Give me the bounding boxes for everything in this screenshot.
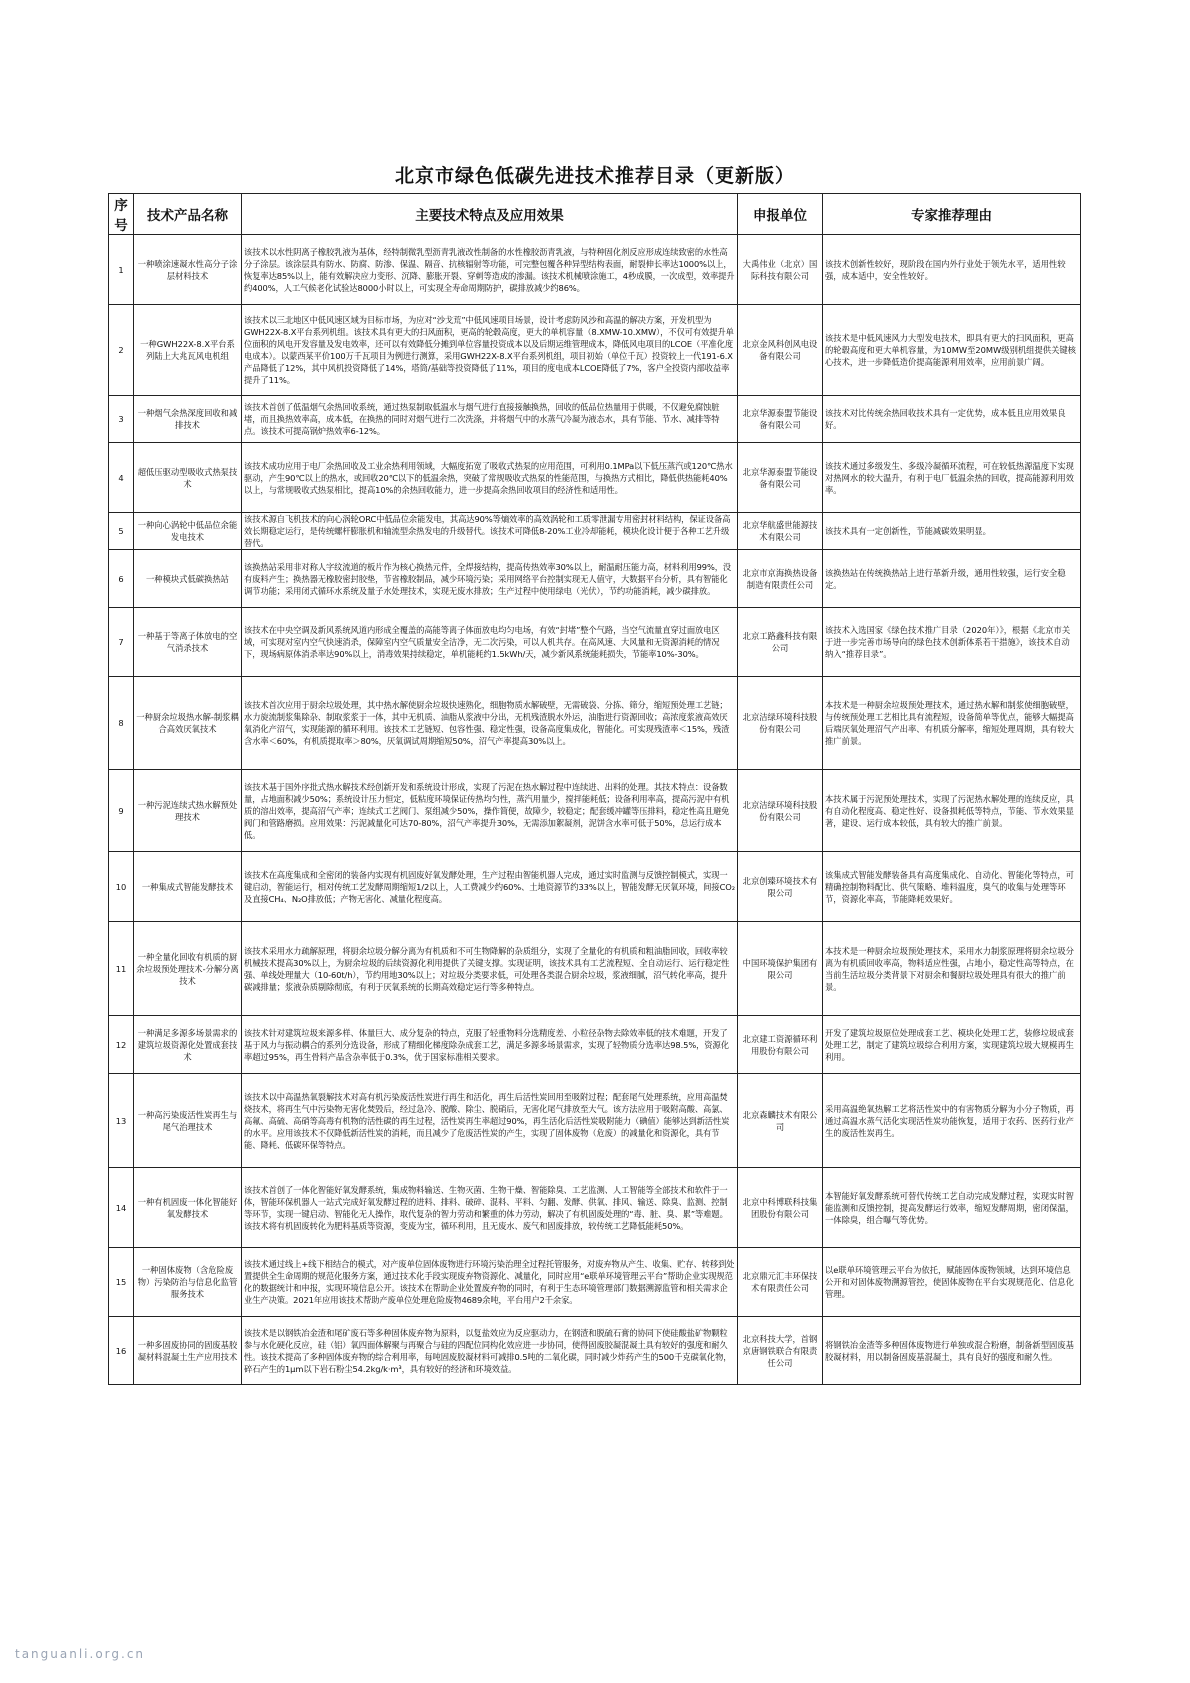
tech-features: 该技术采用水力疏解原理，将厨余垃圾分解分离为有机质和不可生物降解的杂质组分，实现了全量化的有机质和粗油脂回收，回收率较机械技术提高30%以上，为厨余垃圾的后续资源化利用提供了关键支撑。实现证明，该技术具有工艺流程短、全自动运行、运行稳定性强、单线处理量大（10-60t/h），节约用地30%以上；对垃圾分类要求低，可处理各类混合厨余垃圾，浆液细腻，沼气转化率高，提升碳减排量；浆液杂质剔除彻底，有利于厌氧系统的长期高效稳定运行等多种特点。	[242, 922, 738, 1016]
applicant-unit: 北京鼎元汇丰环保技术有限责任公司	[738, 1248, 823, 1317]
tech-name: 一种GWH22X-8.X平台系列陆上大兆瓦风电机组	[134, 305, 242, 396]
tech-features: 该技术基于国外序批式热水解技术经创新开发和系统设计形成，实现了污泥在热水解过程中连续进、出料的处理。其技术特点：设备数量，占地面积减少50%；系统设计压力恒定，低粘度环境保证传热均匀性，蒸汽用量少，搅拌能耗低；设备利用率高，提高污泥中有机质的溶出效率，提高沼气产率；连续式工艺阀门、泵组减少50%，操作简便，故障少，较稳定；配套缓冲罐等压排料，稳定性高且避免阀门和管路磨损。应用效果：污泥减量化可达70-80%，沼气产率提升30%，无需添加絮凝剂，泥饼含水率可低于50%，总运行成本低。	[242, 770, 738, 852]
expert-reason: 本技术是一种厨余垃圾预处理技术，通过热水解和制浆使细胞破壁，与传统预处理工艺相比具有流程短，设备简单等优点，能够大幅提高后端厌氧处理沼气产出率、有机质分解率，缩短处理周期，具有较大推广前景。	[823, 677, 1081, 770]
row-number: 15	[109, 1248, 134, 1317]
applicant-unit: 北京市京海换热设备制造有限责任公司	[738, 550, 823, 608]
tech-features: 该技术是以钢铁冶金渣和尾矿废石等多种固体废弃物为原料，以复盐效应为反应驱动力，在钢渣和脱硫石膏的协同下使硅酸盐矿物颗粒参与水化硬化反应，硅（铝）氧四面体解聚与再聚合与硅的四配位同构化效应进一步协同，使得固废胶凝混凝土具有较好的强度和耐久性。该技术提高了多种固体废弃物的综合利用率，每吨固废胶凝材料可减排0.5吨的二氧化碳，同时减少炸药产生的500千克碳氧化物，碎石产生的1μm以下岩石粉尘54.2kg/k·m³，具有较好的经济和环境效益。	[242, 1317, 738, 1385]
tech-name: 一种烟气余热深度回收和减排技术	[134, 396, 242, 443]
table-row	[109, 305, 1081, 396]
tech-features: 该技术首次应用于厨余垃圾处理，其中热水解使厨余垃圾快速熟化，细胞物质水解破壁，无需破袋、分拣、筛分，缩短预处理工艺链；水力旋流制浆集除杂、制取浆浆于一体，其中无机质、油脂从浆液中分出，无机残渣脱水外运，油脂进行资源回收；高浓度浆液高效厌氧消化产沼气，实现能源的循环利用。该技术工艺链短、包容性强、稳定性强，设备高度集成化，智能化。可实现残渣率＜15%，残渣含水率＜60%，有机质提取率＞80%，厌氧调试周期缩短50%，沼气产率提高30%以上。	[242, 677, 738, 770]
applicant-unit: 北京科技大学，首钢京唐钢铁联合有限责任公司	[738, 1317, 823, 1385]
table-row	[109, 443, 1081, 513]
header-features: 主要技术特点及应用效果	[242, 194, 738, 235]
applicant-unit: 北京洁绿环境科技股份有限公司	[738, 677, 823, 770]
tech-features: 该技术在中央空调及新风系统风道内形成全覆盖的高能等离子体面放电均匀电场，有效“封堵”整个气路，当空气流量直穿过面放电区域，可实现对室内空气快速消杀，保障室内空气质量安全洁净，无二次污染，可以人机共存。在高风速、大风量和无资源消耗的情况下，现场病原体消杀率达90%以上，消毒效果持续稳定，单机能耗约1.5kWh/天，减少新风系统能耗损失，节能率10%-30%。	[242, 608, 738, 677]
expert-reason: 将钢铁冶金渣等多种固体废物进行单独或混合粉磨，制备新型固废基胶凝材料，用以制备固废基混凝土，具有良好的强度和耐久性。	[823, 1317, 1081, 1385]
tech-name: 一种多固废协同的固废基胶凝材料混凝土生产应用技术	[134, 1317, 242, 1385]
expert-reason: 开发了建筑垃圾原位处理成套工艺、模块化处理工艺，装修垃圾成套处理工艺，制定了建筑垃圾综合利用方案，实现建筑垃圾大规模再生利用。	[823, 1016, 1081, 1074]
table-header-row	[109, 194, 1081, 235]
applicant-unit: 北京建工资源循环利用股份有限公司	[738, 1016, 823, 1074]
applicant-unit: 北京中科博联科技集团股份有限公司	[738, 1168, 823, 1248]
expert-reason: 该技术通过多级发生、多级冷凝循环流程，可在较低热源温度下实现对热网水的较大温升，有利于电厂低温余热的回收，提高能源利用效率。	[823, 443, 1081, 513]
row-number: 16	[109, 1317, 134, 1385]
row-number: 13	[109, 1074, 134, 1168]
applicant-unit: 大禹伟业（北京）国际科技有限公司	[738, 235, 823, 305]
applicant-unit: 北京华源泰盟节能设备有限公司	[738, 396, 823, 443]
tech-name: 一种厨余垃圾热水解-制浆耦合高效厌氧技术	[134, 677, 242, 770]
tech-features: 该技术首创了一体化智能好氧发酵系统，集成物料输送、生物灭菌、生物干燥、智能除臭、工艺监测、人工智能等全部技术和软件于一体，智能环保机器人一站式完成好氧发酵过程的进料、排料、破碎、混料、平料、匀翻、发酵、供氧、排风、输送、除臭、监测、控制等环节，实现一键启动、智能化无人操作，取代复杂的智力劳动和繁重的体力劳动，解决了有机固废处理的“毒、脏、臭、累”等难题。该技术将有机固废转化为肥料基质等资源，变废为宝，循环利用，且无废水、废气和固废排放，较传统工艺降低能耗50%。	[242, 1168, 738, 1248]
table-row	[109, 852, 1081, 922]
header-name: 技术产品名称	[134, 194, 242, 235]
expert-reason: 本技术是一种厨余垃圾预处理技术，采用水力制浆原理将厨余垃圾分离为有机质回收率高，物料适应性强，占地小，稳定性高等特点，在当前生活垃圾分类背景下对厨余和餐厨垃圾处理具有很大的推广前景。	[823, 922, 1081, 1016]
tech-features: 该技术以水性阴离子橡胶乳液为基体，经特制微乳型沥青乳液改性制备的水性橡胶沥青乳液，与特种固化剂反应形成连续致密的水性高分子涂层。该涂层具有防水、防腐、防渗、保温、隔音、抗核辐射等功能，可完整包覆各种异型结构表面，耐裂伸长率达1000%以上，恢复率达85%以上，能有效解决应力变形、沉降、膨胀开裂、穿刺等造成的渗漏。该技术机械喷涂施工，4秒成膜，一次成型，效率提升约400%，人工气候老化试验达8000小时以上，可实现全寿命周期防护，碳排放减少约86%。	[242, 235, 738, 305]
tech-name: 一种向心涡轮中低品位余能发电技术	[134, 513, 242, 550]
table-row	[109, 513, 1081, 550]
tech-name: 一种高污染废活性炭再生与尾气治理技术	[134, 1074, 242, 1168]
header-no: 序号	[109, 194, 134, 235]
tech-features: 该技术以中高温热氧裂解技术对高有机污染废活性炭进行再生和活化，再生后活性炭回用至吸附过程；配套尾气处理系统，应用高温焚烧技术，将再生气中污染物无害化焚毁后，经过急冷、脱酸、除尘、脱硝后，无害化尾气排放至大气。该方法应用于吸附高酸、高氯、高氟、高硫、高硝等高毒有机物的活性碳的再生过程，活性炭再生率超过90%，再生活化后活性炭吸附能力（碘值）能够达到新活性炭的水平。应用该技术不仅降低新活性炭的消耗，而且减少了危废活性炭的产生，实现了固体废物（危废）的减量化和资源化，具有节能、降耗、低碳环保等特点。	[242, 1074, 738, 1168]
expert-reason: 该技术具有一定创新性，节能减碳效果明显。	[823, 513, 1081, 550]
tech-name: 一种全量化回收有机质的厨余垃圾预处理技术-分解分离技术	[134, 922, 242, 1016]
expert-reason: 以e联单环境管理云平台为依托，赋能固体废物领域，达到环境信息公开和对固体废物溯源管控，使固体废物在平台实现规范化、信息化管理。	[823, 1248, 1081, 1317]
table-row	[109, 922, 1081, 1016]
table-row	[109, 1317, 1081, 1385]
tech-features: 该技术针对建筑垃圾来源多样、体量巨大、成分复杂的特点，克服了轻重物料分选精度差、小粒径杂物去除效率低的技术难题，开发了基于风力与振动耦合的系列分选设备，形成了精细化梯度除杂成套工艺，满足多源多场景需求，实现了轻物质分选率达98.5%，资源化率超过95%，再生骨料产品含杂率低于0.3%，优于国家标准相关要求。	[242, 1016, 738, 1074]
tech-features: 该技术源自飞机技术的向心涡轮ORC中低品位余能发电，其高达90%等熵效率的高效涡轮和工质零泄漏专用密封材料结构，保证设备高效长期稳定运行，是传统螺杆膨胀机和轴流型余热发电的升级替代。该技术可降低8-20%工业冷却能耗，模块化设计便于各种工艺升级替代。	[242, 513, 738, 550]
applicant-unit: 北京洁绿环境科技股份有限公司	[738, 770, 823, 852]
applicant-unit: 北京森麟技术有限公司	[738, 1074, 823, 1168]
row-number: 9	[109, 770, 134, 852]
tech-name: 一种模块式低碳换热站	[134, 550, 242, 608]
row-number: 14	[109, 1168, 134, 1248]
applicant-unit: 北京工路鑫科技有限公司	[738, 608, 823, 677]
applicant-unit: 北京华航盛世能源技术有限公司	[738, 513, 823, 550]
table-body	[109, 235, 1081, 1385]
tech-features: 该技术成功应用于电厂余热回收及工业余热利用领域，大幅度拓宽了吸收式热泵的应用范围，可利用0.1MPa以下低压蒸汽或120℃热水驱动，产生90℃以上的热水，或回收20℃以下的低温余热，突破了常规吸收式热泵的性能范围，与换热方式相比，降低供热能耗40%以上，与常规吸收式热泵相比，提高10%的余热回收能力，进一步提高余热回收项目的经济性和适用性。	[242, 443, 738, 513]
row-number: 5	[109, 513, 134, 550]
expert-reason: 该技术对比传统余热回收技术具有一定优势，成本低且应用效果良好。	[823, 396, 1081, 443]
applicant-unit: 北京金风科创风电设备有限公司	[738, 305, 823, 396]
table-row	[109, 1074, 1081, 1168]
expert-reason: 本技术属于污泥预处理技术，实现了污泥热水解处理的连续反应，具有自动化程度高、稳定性好、设备损耗低等特点，节能、节水效果显著，建设、运行成本较低，具有较大的推广前景。	[823, 770, 1081, 852]
applicant-unit: 北京华源泰盟节能设备有限公司	[738, 443, 823, 513]
table-row	[109, 1248, 1081, 1317]
tech-name: 一种集成式智能发酵技术	[134, 852, 242, 922]
applicant-unit: 北京创臻环境技术有限公司	[738, 852, 823, 922]
tech-name: 一种固体废物（含危险废物）污染防治与信息化监管服务技术	[134, 1248, 242, 1317]
header-unit: 申报单位	[738, 194, 823, 235]
tech-features: 该技术通过线上+线下相结合的模式，对产废单位固体废物进行环境污染治理全过程托管服务，对废弃物从产生、收集、贮存、转移到处置提供全生命周期的规范化服务方案，通过技术化手段实现废弃物资源化、减量化，同时应用“e联单环境管理云平台”帮助企业实现规范化的数据统计和申报，实现环境信息公开。该技术在帮助企业处置废弃物的同时，有利于生态环境管理部门数据溯源监管和相关需求企业生产决策。2021年应用该技术帮助产废单位处理危险废物4689余吨，平台用户2千余家。	[242, 1248, 738, 1317]
tech-features: 该技术以三北地区中低风速区域为目标市场，为应对“沙戈荒”中低风速项目场景，设计考虑防风沙和高温的解决方案，开发机型为GWH22X-8.X平台系列机组。该技术具有更大的扫风面积，更高的轮毂高度，更大的单机容量（8.XMW-10.XMW），不仅可有效提升单位面积的风电开发容量及发电效率，还可以有效降低分摊到单位容量投资成本以及后期运维管理成本，降低风电项目的LCOE（平准化度电成本）。以蒙西某平价100万千瓦项目为例进行测算，采用GWH22X-8.X平台系列机组，项目初始（单位千瓦）投资较上一代191-6.X产品降低了12%，其中风机投资降低了14%，塔筒/基础等投资降低了11%，项目的度电成本LCOE降低了7%，客户全投资内部收益率提升了11%。	[242, 305, 738, 396]
tech-name: 一种污泥连续式热水解预处理技术	[134, 770, 242, 852]
row-number: 7	[109, 608, 134, 677]
tech-features: 该技术在高度集成和全密闭的装备内实现有机固废好氧发酵处理，生产过程由智能机器人完成，通过实时监测与反馈控制模式，实现一键启动，智能运行，相对传统工艺发酵周期缩短1/2以上，人工费减少约60%、土地资源节约33%以上，智能发酵无厌氧环境，间接CO₂及直接CH₄、N₂O排放低；产物无害化、减量化程度高。	[242, 852, 738, 922]
table-row	[109, 396, 1081, 443]
tech-name: 一种有机固废一体化智能好氧发酵技术	[134, 1168, 242, 1248]
catalog-table	[108, 193, 1081, 1385]
header-reason: 专家推荐理由	[823, 194, 1081, 235]
row-number: 4	[109, 443, 134, 513]
tech-name: 一种喷涂速凝水性高分子涂层材料技术	[134, 235, 242, 305]
applicant-unit: 中国环境保护集团有限公司	[738, 922, 823, 1016]
table-row	[109, 1168, 1081, 1248]
table-row	[109, 677, 1081, 770]
expert-reason: 该技术是中低风速风力大型发电技术，即具有更大的扫风面积，更高的轮毂高度和更大单机容量，为10MW至20MW级别机组提供关键核心技术，进一步降低造价提高能源利用效率，应用前景广阔。	[823, 305, 1081, 396]
watermark: tanguanli.org.cn	[15, 1647, 146, 1661]
table-row	[109, 235, 1081, 305]
expert-reason: 该技术入选国家《绿色技术推广目录（2020年）》，根据《北京市关于进一步完善市场导向的绿色技术创新体系若干措施》，该技术自动纳入“推荐目录”。	[823, 608, 1081, 677]
tech-name: 一种满足多源多场景需求的建筑垃圾资源化处置成套技术	[134, 1016, 242, 1074]
page-title: 北京市绿色低碳先进技术推荐目录（更新版）	[394, 165, 795, 187]
expert-reason: 采用高温绝氧热解工艺将活性炭中的有害物质分解为小分子物质，再通过高温水蒸气活化实现活性炭功能恢复，适用于农药、医药行业产生的废活性炭再生。	[823, 1074, 1081, 1168]
row-number: 1	[109, 235, 134, 305]
expert-reason: 该技术创新性较好，现阶段在国内外行业处于领先水平，适用性较强，成本适中，安全性较好。	[823, 235, 1081, 305]
row-number: 2	[109, 305, 134, 396]
row-number: 3	[109, 396, 134, 443]
tech-name: 一种基于等离子体放电的空气消杀技术	[134, 608, 242, 677]
expert-reason: 该换热站在传统换热站上进行革新升级，通用性较强，运行安全稳定。	[823, 550, 1081, 608]
table-row	[109, 608, 1081, 677]
tech-features: 该技术首创了低温烟气余热回收系统，通过热泵制取低温水与烟气进行直接接触换热，回收的低品位热量用于供暖，不仅避免腐蚀脏堵，而且换热效率高，成本低，在换热的同时对烟气进行二次洗涤，并将烟气中的水蒸气冷凝为液态水，具有节能、节水、减排等特点。该技术可提高锅炉热效率6-12%。	[242, 396, 738, 443]
row-number: 6	[109, 550, 134, 608]
expert-reason: 本智能好氧发酵系统可替代传统工艺自动完成发酵过程，实现实时智能监测和反馈控制，提高发酵运行效率，缩短发酵周期，密闭保温，一体除臭，组合曝气等优势。	[823, 1168, 1081, 1248]
table-row	[109, 1016, 1081, 1074]
row-number: 10	[109, 852, 134, 922]
row-number: 11	[109, 922, 134, 1016]
table-row	[109, 770, 1081, 852]
table-row	[109, 550, 1081, 608]
tech-name: 超低压驱动型吸收式热泵技术	[134, 443, 242, 513]
tech-features: 该换热站采用非对称人字纹流道的板片作为核心换热元件，全焊接结构，提高传热效率30%以上，耐温耐压能力高，材料利用99%，没有废料产生；换热器无橡胶密封胶垫，节省橡胶制品，减少环境污染；采用网络平台控制实现无人值守，大数据平台分析，具有智能化调节功能；采用闭式循环水系统及量子水处理技术，实现无废水排放；生产过程中使用绿电（光伏），节约功能消耗，减少碳排放。	[242, 550, 738, 608]
row-number: 12	[109, 1016, 134, 1074]
expert-reason: 该集成式智能发酵装备具有高度集成化、自动化、智能化等特点，可精确控制物料配比、供气策略、堆料温度，臭气的收集与处理等环节，资源化率高，节能降耗效果好。	[823, 852, 1081, 922]
row-number: 8	[109, 677, 134, 770]
